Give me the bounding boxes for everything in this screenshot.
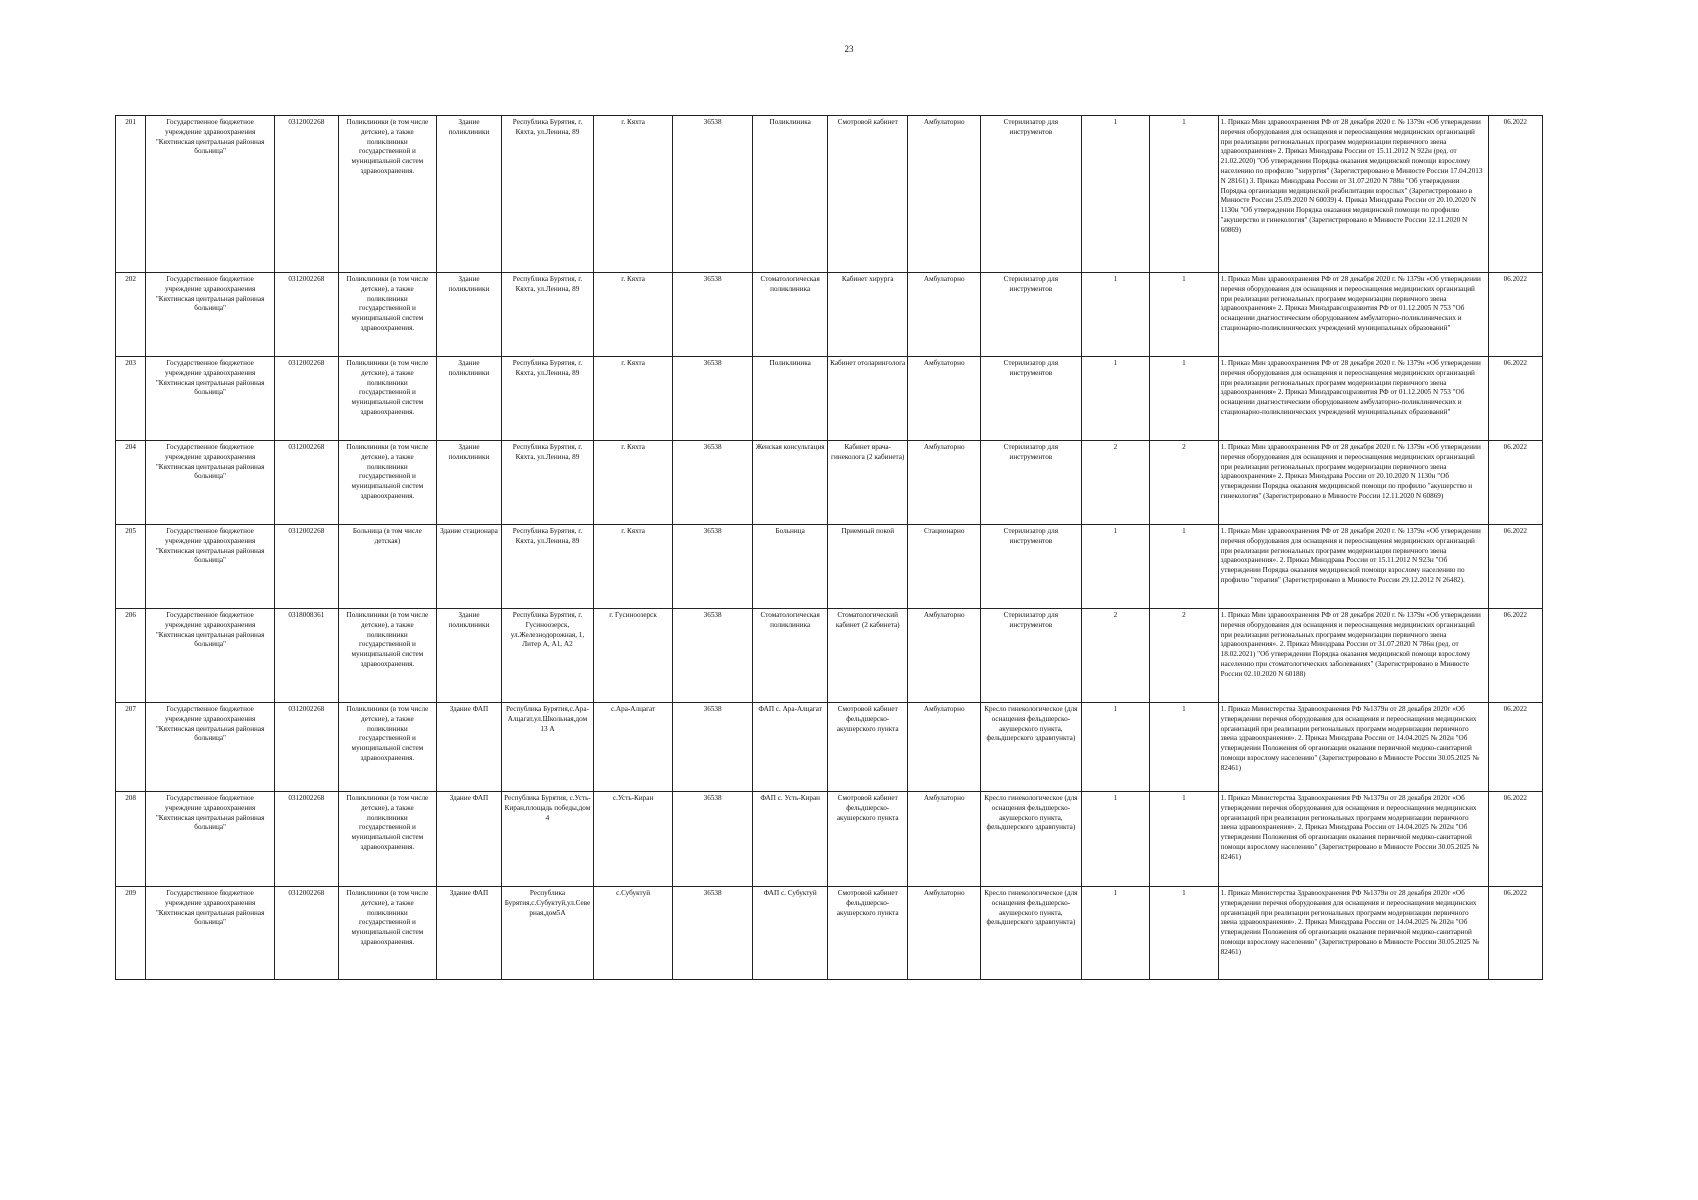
cell-organization-name: Государственное бюджетное учреждение здравоохранения "Кяхтинская центральная районная больница" [146,441,275,525]
cell-row-number: 201 [116,116,146,273]
cell-care-mode: Амбулаторно [908,703,981,792]
cell-inn: 0312002268 [275,116,338,273]
cell-code: 36538 [672,273,753,357]
cell-organization-name: Государственное бюджетное учреждение здравоохранения "Кяхтинская центральная районная больница" [146,116,275,273]
cell-building: Здание ФАП [437,792,501,887]
cell-equipment: Стерилизатор для инструментов [980,525,1081,609]
cell-organization-name: Государственное бюджетное учреждение здравоохранения "Кяхтинская центральная районная больница" [146,887,275,980]
cell-settlement: г. Кяхта [594,116,673,273]
cell-code: 36538 [672,441,753,525]
cell-settlement: г. Гусиноозерск [594,609,673,703]
cell-room: Приемный покой [827,525,908,609]
cell-address: Республика Бурятия, г. Кяхта, ул.Ленина, 89 [501,441,594,525]
cell-address: Республика Бурятия,с.Ара-Алцагат,ул.Школьная,дом 13 А [501,703,594,792]
cell-division: Женская консультация [753,441,828,525]
cell-division: Поликлиника [753,357,828,441]
cell-quantity-required: 1 [1081,887,1149,980]
cell-facility-type: Поликлиники (в том числе детские), а также поликлиники государственной и муниципальной систем здравоохранения. [338,116,437,273]
cell-code: 36538 [672,703,753,792]
cell-division: Больница [753,525,828,609]
cell-building: Здание ФАП [437,887,501,980]
cell-organization-name: Государственное бюджетное учреждение здравоохранения "Кяхтинская центральная районная больница" [146,525,275,609]
cell-room: Смотровой кабинет фельдшерско-акушерского пункта [827,887,908,980]
cell-building: Здание поликлиники [437,116,501,273]
cell-legal-basis: 1. Приказ Мин здравоохранения РФ от 28 декабря 2020 г. № 1379н «Об утверждении перечня оборудования для оснащения и переоснащения медицинских организаций при реализации региональных программ модернизации первичного звена здравоохранения». 2. Приказ Минздрава России от 15.11.2012 N 923н "Об утверждении Порядка оказания медицинской помощи взрослому населению по профилю "терапия" (Зарегистрировано в Минюсте России 29.12.2012 N 26482). [1218,525,1488,609]
cell-quantity-planned: 1 [1150,703,1218,792]
cell-building: Здание поликлиники [437,357,501,441]
cell-room: Смотровой кабинет фельдшерско-акушерского пункта [827,792,908,887]
cell-care-mode: Амбулаторно [908,887,981,980]
cell-equipment: Стерилизатор для инструментов [980,357,1081,441]
cell-organization-name: Государственное бюджетное учреждение здравоохранения "Кяхтинская центральная районная больница" [146,357,275,441]
cell-room: Кабинет хирурга [827,273,908,357]
cell-quantity-planned: 1 [1150,525,1218,609]
cell-division: Стоматологическая поликлиника [753,609,828,703]
cell-quantity-planned: 1 [1150,792,1218,887]
cell-code: 36538 [672,116,753,273]
cell-care-mode: Амбулаторно [908,357,981,441]
cell-address: Республика Бурятия, с.Усть-Киран,площадь победы,дом 4 [501,792,594,887]
cell-room: Стоматологический кабинет (2 кабинета) [827,609,908,703]
cell-legal-basis: 1. Приказ Мин здравоохранения РФ от 28 декабря 2020 г. № 1379н «Об утверждении перечня оборудования для оснащения и переоснащения медицинских организаций при реализации региональных программ модернизации первичного звена здравоохранения» 2. Приказ Минздравсоцразвития РФ от 01.12.2005 N 753 "Об оснащении диагностическим оборудованием амбулаторно-поликлинических и стационарно-поликлинических учреждений муниципальных образований" [1218,273,1488,357]
cell-care-mode: Амбулаторно [908,116,981,273]
cell-code: 36538 [672,609,753,703]
cell-facility-type: Больница (в том числе детская) [338,525,437,609]
cell-room: Кабинет отоларинголога [827,357,908,441]
cell-building: Здание поликлиники [437,609,501,703]
cell-care-mode: Амбулаторно [908,441,981,525]
cell-building: Здание поликлиники [437,273,501,357]
table-row [116,703,1543,792]
cell-row-number: 207 [116,703,146,792]
cell-facility-type: Поликлиники (в том числе детские), а также поликлиники государственной и муниципальной систем здравоохранения. [338,887,437,980]
cell-facility-type: Поликлиники (в том числе детские), а также поликлиники государственной и муниципальной систем здравоохранения. [338,441,437,525]
cell-date: 06.2022 [1488,609,1542,703]
table-row [116,116,1543,273]
cell-building: Здание ФАП [437,703,501,792]
table-row [116,525,1543,609]
cell-facility-type: Поликлиники (в том числе детские), а также поликлиники государственной и муниципальной систем здравоохранения. [338,703,437,792]
cell-address: Республика Бурятия,с.Субуктуй,ул.Северная,дом5А [501,887,594,980]
cell-code: 36538 [672,525,753,609]
cell-organization-name: Государственное бюджетное учреждение здравоохранения "Кяхтинская центральная районная больница" [146,609,275,703]
cell-care-mode: Амбулаторно [908,792,981,887]
cell-organization-name: Государственное бюджетное учреждение здравоохранения "Кяхтинская центральная районная больница" [146,703,275,792]
cell-address: Республика Бурятия, г. Гусиноозерск, ул.Железнодорожная, 1, Литер А, А1, А2 [501,609,594,703]
cell-date: 06.2022 [1488,357,1542,441]
cell-legal-basis: 1. Приказ Мин здравоохранения РФ от 28 декабря 2020 г. № 1379н «Об утверждении перечня оборудования для оснащения и переоснащения медицинских организаций при реализации региональных программ модернизации первичного звена здравоохранения» 2. Приказ Минздравсоцразвития РФ от 01.12.2005 N 753 "Об оснащении диагностическим оборудованием амбулаторно-поликлинических и стационарно-поликлинических учреждений муниципальных образований" [1218,357,1488,441]
cell-quantity-required: 2 [1081,441,1149,525]
cell-equipment: Кресло гинекологическое (для оснащения фельдшерско-акушерского пункта, фельдшерского здравпункта) [980,887,1081,980]
cell-date: 06.2022 [1488,441,1542,525]
cell-settlement: г. Кяхта [594,357,673,441]
cell-legal-basis: 1. Приказ Министерства Здравоохранения РФ №1379н от 28 декабря 2020г «Об утверждении перечня оборудования для оснащения и переоснащения медицинских организаций при реализации региональных программ модернизации первичного звена здравоохранения». 2. Приказ Минздрава России от 14.04.2025 № 202н "Об утверждении Положения об организации оказания первичной медико-санитарной помощи взрослому населению" (Зарегистрировано в Минюсте России 30.05.2025 № 82461) [1218,887,1488,980]
cell-facility-type: Поликлиники (в том числе детские), а также поликлиники государственной и муниципальной систем здравоохранения. [338,357,437,441]
cell-inn: 0312002268 [275,273,338,357]
cell-division: Стоматологическая поликлиника [753,273,828,357]
table-row [116,609,1543,703]
cell-inn: 0312002268 [275,441,338,525]
cell-address: Республика Бурятия, г. Кяхта, ул.Ленина, 89 [501,525,594,609]
cell-facility-type: Поликлиники (в том числе детские), а также поликлиники государственной и муниципальной систем здравоохранения. [338,273,437,357]
cell-organization-name: Государственное бюджетное учреждение здравоохранения "Кяхтинская центральная районная больница" [146,792,275,887]
cell-quantity-required: 1 [1081,792,1149,887]
cell-equipment: Стерилизатор для инструментов [980,116,1081,273]
cell-division: Поликлиника [753,116,828,273]
cell-care-mode: Амбулаторно [908,609,981,703]
cell-quantity-required: 1 [1081,273,1149,357]
cell-quantity-planned: 1 [1150,116,1218,273]
cell-address: Республика Бурятия, г. Кяхта, ул.Ленина, 89 [501,273,594,357]
cell-code: 36538 [672,357,753,441]
page-number: 23 [844,44,854,54]
cell-quantity-required: 1 [1081,703,1149,792]
table-row [116,887,1543,980]
cell-date: 06.2022 [1488,792,1542,887]
cell-quantity-required: 1 [1081,525,1149,609]
cell-code: 36538 [672,887,753,980]
cell-quantity-required: 2 [1081,609,1149,703]
cell-equipment: Кресло гинекологическое (для оснащения фельдшерско-акушерского пункта, фельдшерского здравпункта) [980,792,1081,887]
cell-row-number: 205 [116,525,146,609]
cell-date: 06.2022 [1488,273,1542,357]
cell-room: Кабинет врача-гинеколога (2 кабинета) [827,441,908,525]
cell-address: Республика Бурятия, г. Кяхта, ул.Ленина, 89 [501,357,594,441]
cell-quantity-planned: 1 [1150,273,1218,357]
cell-equipment: Стерилизатор для инструментов [980,609,1081,703]
cell-quantity-planned: 2 [1150,441,1218,525]
cell-inn: 0318008361 [275,609,338,703]
cell-facility-type: Поликлиники (в том числе детские), а также поликлиники государственной и муниципальной систем здравоохранения. [338,792,437,887]
cell-settlement: с.Ара-Алцагат [594,703,673,792]
table-body [116,116,1543,980]
cell-inn: 0312002268 [275,887,338,980]
cell-quantity-required: 1 [1081,116,1149,273]
cell-building: Здание поликлиники [437,441,501,525]
cell-equipment: Стерилизатор для инструментов [980,273,1081,357]
cell-legal-basis: 1. Приказ Мин здравоохранения РФ от 28 декабря 2020 г. № 1379н «Об утверждении перечня оборудования для оснащения и переоснащения медицинских организаций при реализации региональных программ модернизации первичного звена здравоохранения». 2. Приказ Минздрава России от 31.07.2020 N 786н (ред. от 18.02.2021) "Об утверждении Порядка оказания медицинской помощи взрослому населению при стоматологических заболеваниях" (Зарегистрировано в Минюсте России 02.10.2020 N 60188) [1218,609,1488,703]
equipment-table [115,115,1543,980]
cell-division: ФАП с. Усть-Киран [753,792,828,887]
cell-facility-type: Поликлиники (в том числе детские), а также поликлиники государственной и муниципальной систем здравоохранения. [338,609,437,703]
cell-room: Смотровой кабинет фельдшерско-акушерского пункта [827,703,908,792]
cell-row-number: 206 [116,609,146,703]
cell-settlement: г. Кяхта [594,525,673,609]
cell-address: Республика Бурятия, г. Кяхта, ул.Ленина, 89 [501,116,594,273]
cell-quantity-required: 1 [1081,357,1149,441]
table-row [116,441,1543,525]
cell-legal-basis: 1. Приказ Мин здравоохранения РФ от 28 декабря 2020 г. № 1379н «Об утверждении перечня оборудования для оснащения и переоснащения медицинских организаций при реализации региональных программ модернизации первичного звена здравоохранения» 2. Приказ Минздрава России от 15.11.2012 N 922н (ред. от 21.02.2020) "Об утверждении Порядка оказания медицинской помощи взрослому населению по профилю "хирургия" (Зарегистрировано в Минюсте России 17.04.2013 N 28161) 3. Приказ Минздрава России от 31.07.2020 N 788н "Об утверждении Порядка организации медицинской реабилитации взрослых" (Зарегистрировано в Минюсте России 25.09.2020 N 60039) 4. Приказ Минздрава России от 20.10.2020 N 1130н "Об утверждении Порядка оказания медицинской помощи по профилю "акушерство и гинекология" (Зарегистрировано в Минюсте России 12.11.2020 N 60869) [1218,116,1488,273]
cell-legal-basis: 1. Приказ Министерства Здравоохранения РФ №1379н от 28 декабря 2020г «Об утверждении перечня оборудования для оснащения и переоснащения медицинских организаций при реализации региональных программ модернизации первичного звена здравоохранения». 2. Приказ Минздрава России от 14.04.2025 № 202н "Об утверждении Положения об организации оказания первичной медико-санитарной помощи взрослому населению" (Зарегистрировано в Минюсте России 30.05.2025 № 82461) [1218,792,1488,887]
cell-row-number: 204 [116,441,146,525]
cell-settlement: г. Кяхта [594,273,673,357]
cell-care-mode: Амбулаторно [908,273,981,357]
cell-room: Смотровой кабинет [827,116,908,273]
cell-settlement: с.Усть-Киран [594,792,673,887]
cell-legal-basis: 1. Приказ Министерства Здравоохранения РФ №1379н от 28 декабря 2020г «Об утверждении перечня оборудования для оснащения и переоснащения медицинских организаций при реализации региональных программ модернизации первичного звена здравоохранения». 2. Приказ Минздрава России от 14.04.2025 № 202н "Об утверждении Положения об организации оказания первичной медико-санитарной помощи взрослому населению" (Зарегистрировано в Минюсте России 30.05.2025 № 82461) [1218,703,1488,792]
cell-quantity-planned: 2 [1150,609,1218,703]
cell-settlement: с.Субуктуй [594,887,673,980]
cell-division: ФАП с. Субуктуй [753,887,828,980]
cell-date: 06.2022 [1488,116,1542,273]
table-row [116,357,1543,441]
cell-legal-basis: 1. Приказ Мин здравоохранения РФ от 28 декабря 2020 г. № 1379н «Об утверждении перечня оборудования для оснащения и переоснащения медицинских организаций при реализации региональных программ модернизации первичного звена здравоохранения» 2. Приказ Минздрава России от 20.10.2020 N 1130н "Об утверждении Порядка оказания медицинской помощи по профилю "акушерство и гинекология" (Зарегистрировано в Минюсте России 12.11.2020 N 60869) [1218,441,1488,525]
cell-inn: 0312002268 [275,792,338,887]
cell-date: 06.2022 [1488,703,1542,792]
cell-equipment: Стерилизатор для инструментов [980,441,1081,525]
cell-organization-name: Государственное бюджетное учреждение здравоохранения "Кяхтинская центральная районная больница" [146,273,275,357]
cell-settlement: г. Кяхта [594,441,673,525]
cell-quantity-planned: 1 [1150,887,1218,980]
cell-row-number: 208 [116,792,146,887]
cell-quantity-planned: 1 [1150,357,1218,441]
cell-code: 36538 [672,792,753,887]
cell-inn: 0312002268 [275,357,338,441]
cell-care-mode: Стационарно [908,525,981,609]
cell-inn: 0312002268 [275,703,338,792]
cell-row-number: 202 [116,273,146,357]
table-row [116,792,1543,887]
cell-row-number: 209 [116,887,146,980]
cell-building: Здание стационара [437,525,501,609]
cell-row-number: 203 [116,357,146,441]
cell-date: 06.2022 [1488,525,1542,609]
table-row [116,273,1543,357]
cell-date: 06.2022 [1488,887,1542,980]
cell-division: ФАП с. Ара-Алцагат [753,703,828,792]
cell-equipment: Кресло гинекологическое (для оснащения фельдшерско-акушерского пункта, фельдшерского здравпункта) [980,703,1081,792]
cell-inn: 0312002268 [275,525,338,609]
